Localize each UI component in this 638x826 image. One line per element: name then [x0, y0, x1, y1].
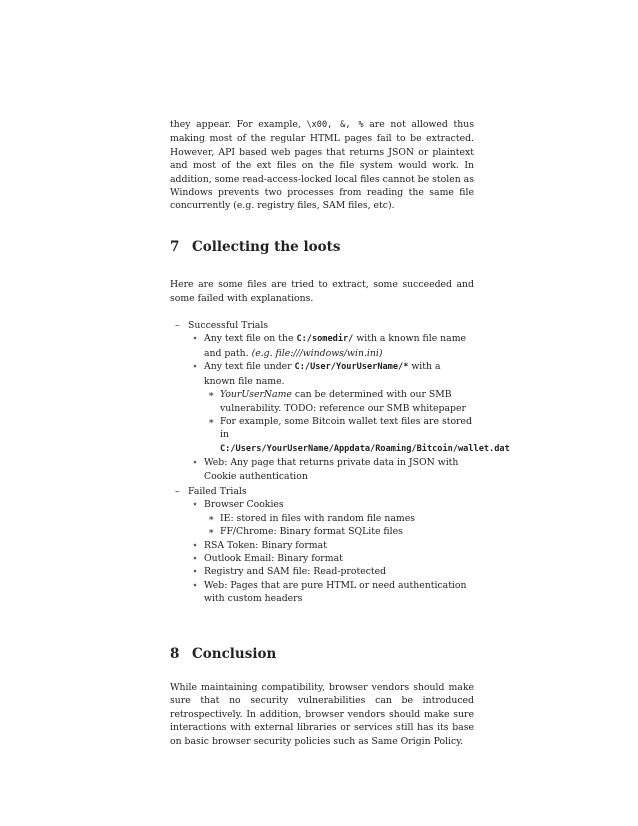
list-item — [170, 456, 474, 483]
star-bullet: ⋆ — [192, 361, 198, 373]
dash-bullet: – — [175, 320, 180, 332]
item-text: RSA Token: Binary format — [204, 539, 327, 551]
star-bullet: ⋆ — [192, 579, 198, 591]
document-page — [170, 118, 510, 748]
path-code: C:/User/YourUserName/* — [294, 362, 409, 373]
intro-text-start: they appear. For example, — [170, 119, 307, 130]
sub-list-item — [204, 388, 474, 415]
sub-list — [204, 512, 474, 539]
list-item — [170, 360, 510, 456]
example-url: (e.g. file:///windows/win.ini) — [251, 347, 383, 359]
list-item — [170, 579, 474, 606]
asterisk-bullet: ∗ — [208, 389, 215, 401]
sub-list — [204, 388, 510, 456]
item-text: with a known file name and path. — [204, 333, 467, 359]
wallet-path-code: C:/Users/YourUserName/Appdata/Roaming/Bitcoin/wallet.dat — [220, 443, 510, 454]
item-text: Web: Any page that returns private data in JSON with Cookie authentication — [204, 457, 459, 482]
list-item — [170, 332, 474, 360]
failed-trials-items — [170, 498, 474, 605]
section-8-number: 8 — [170, 645, 180, 662]
item-text: IE: stored in files with random file names — [220, 512, 415, 524]
star-bullet: ⋆ — [192, 333, 198, 345]
item-text: For example, some Bitcoin wallet text files are stored in — [220, 415, 472, 441]
item-text: Registry and SAM file: Read-protected — [204, 566, 387, 578]
star-bullet: ⋆ — [192, 499, 198, 511]
intro-text-end: are not allowed thus making most of the regular HTML pages fail to be extracted. However, API based web pages that returns JSON or plaintext and most of the ext files on the file system would work. In addition, some read-access-locked local files cannot be stolen as Windows prevents two processes from reading the same file concurrently (e.g. registry files, SAM files, etc). — [170, 119, 474, 212]
star-bullet: ⋆ — [192, 552, 198, 564]
section-7-number: 7 — [170, 238, 180, 255]
dash-bullet: – — [175, 485, 180, 497]
star-bullet: ⋆ — [192, 566, 198, 578]
path-code: C:/somedir/ — [296, 334, 354, 345]
list-item — [170, 552, 474, 565]
successful-trials-label: Successful Trials — [188, 320, 269, 332]
item-text: FF/Chrome: Binary format SQLite files — [220, 526, 403, 538]
list-item — [170, 498, 474, 538]
star-bullet: ⋆ — [192, 539, 198, 551]
star-bullet: ⋆ — [192, 457, 198, 469]
failed-trials-label: Failed Trials — [188, 485, 247, 497]
section-7-heading — [170, 238, 474, 255]
asterisk-bullet: ∗ — [208, 526, 215, 538]
username-term: YourUserName — [220, 389, 292, 401]
asterisk-bullet: ∗ — [208, 512, 215, 524]
asterisk-bullet: ∗ — [208, 415, 215, 427]
item-text: Browser Cookies — [204, 499, 284, 511]
list-item — [170, 565, 474, 578]
failed-trials-group — [170, 485, 474, 606]
section-7-title: Collecting the loots — [192, 238, 341, 255]
list-item — [170, 539, 474, 552]
item-text: Any text file under — [204, 361, 295, 373]
item-text: Outlook Email: Binary format — [204, 552, 343, 564]
item-text: can be determined with our SMB vulnerability. TODO: reference our SMB whitepaper — [220, 389, 466, 414]
section-8-title: Conclusion — [192, 645, 277, 662]
successful-trials-items — [170, 332, 510, 482]
item-text: Web: Pages that are pure HTML or need authentication with custom headers — [204, 579, 467, 605]
section-7-intro: Here are some files are tried to extract, some succeeded and some failed with explanations. — [170, 279, 474, 304]
conclusion-paragraph: While maintaining compatibility, browser vendors should make sure that no security vulnerabilities can be introduced retrospectively. In addition, browser vendors should make sure interactions with external libraries or services still has its base on basic browser security policies such as Same Origin Policy. — [170, 682, 474, 747]
intro-code-chars: \x00, &, % — [306, 120, 364, 130]
sub-list-item — [204, 525, 474, 538]
item-text: with a known file name. — [204, 361, 441, 387]
intro-paragraph — [170, 118, 474, 213]
sub-list-item — [204, 512, 474, 525]
trials-list — [170, 319, 510, 606]
item-text: Any text file on the — [204, 333, 297, 345]
section-8-heading — [170, 645, 474, 662]
sub-list-item — [204, 415, 510, 456]
successful-trials-group — [170, 319, 510, 483]
